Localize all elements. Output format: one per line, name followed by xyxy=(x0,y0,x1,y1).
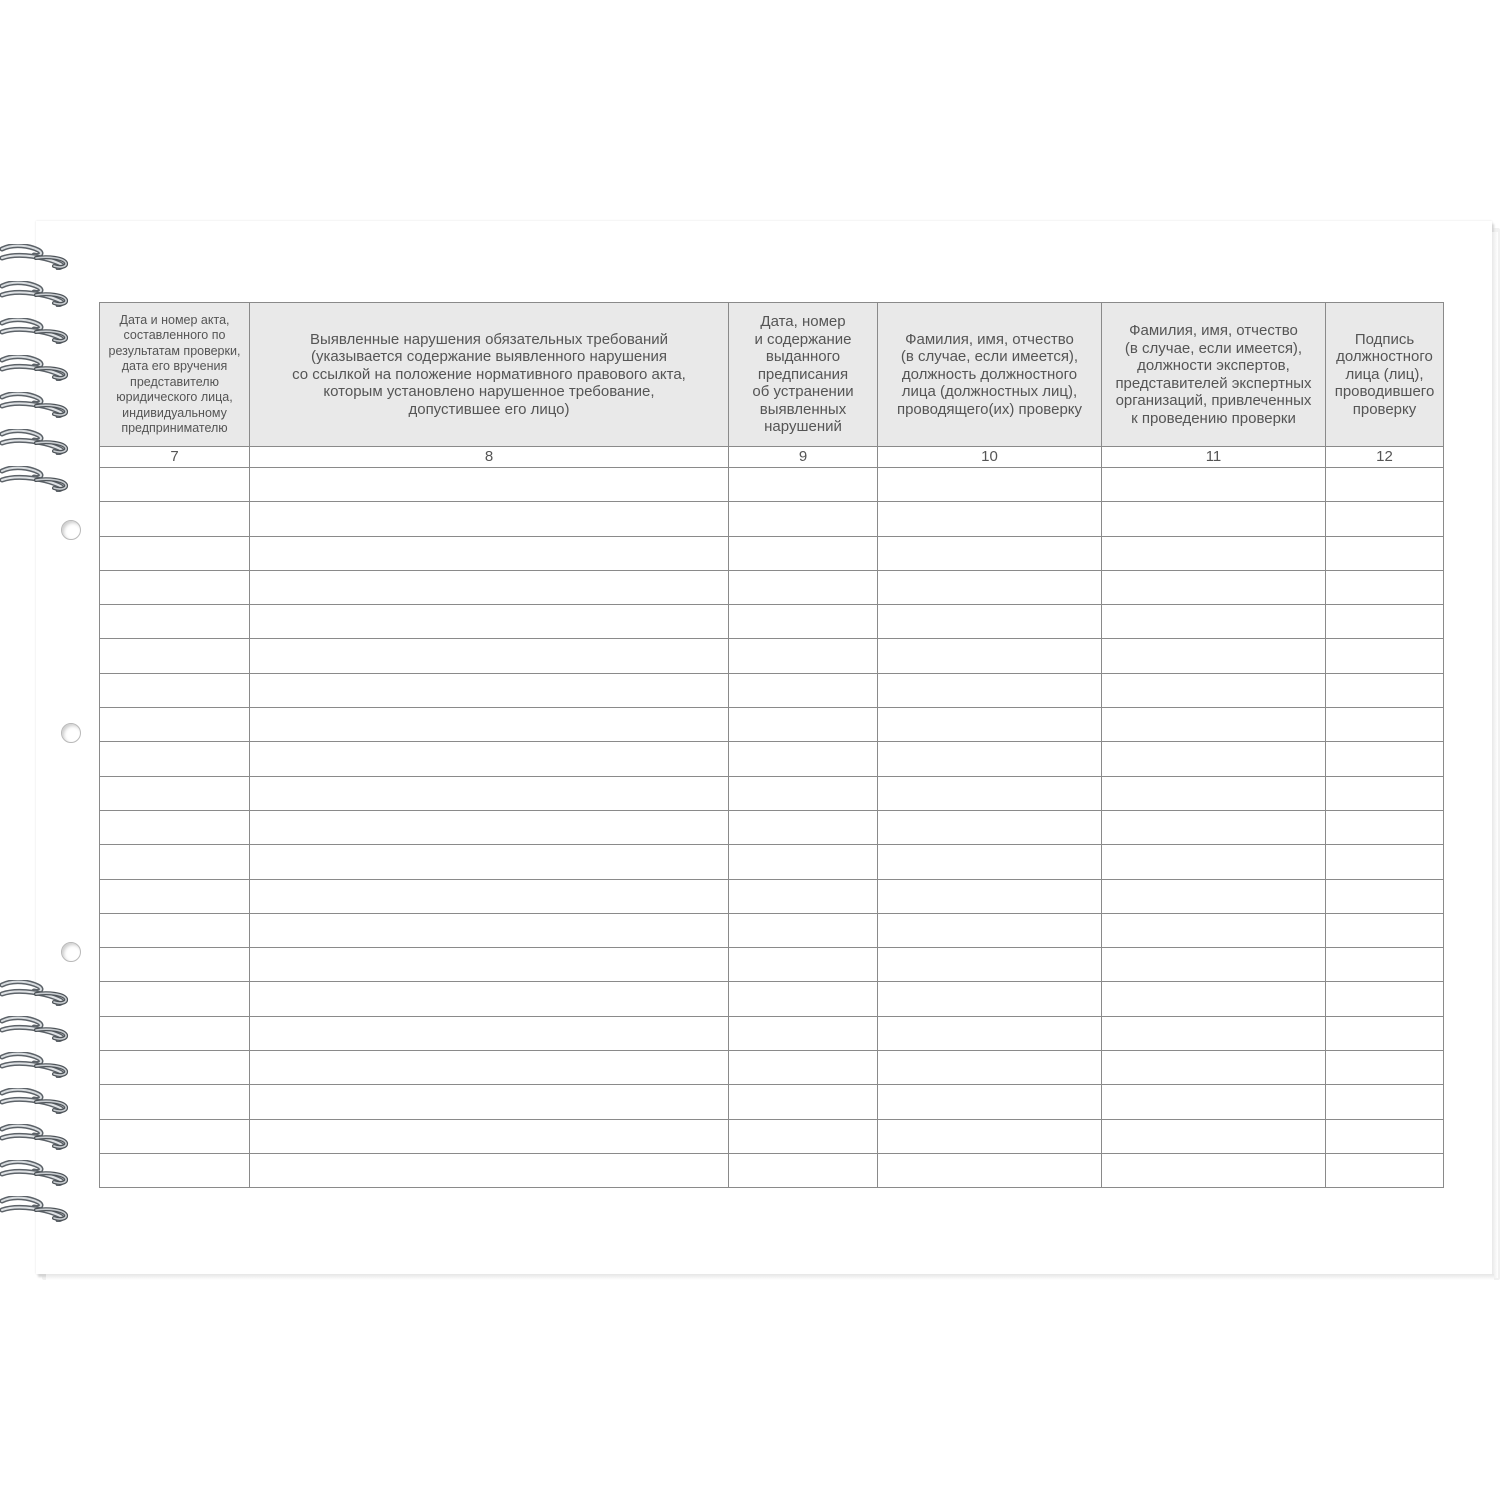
table-body xyxy=(100,468,1444,1188)
table-cell[interactable] xyxy=(1326,502,1444,536)
spiral-coil-icon xyxy=(0,980,72,1006)
table-cell[interactable] xyxy=(100,536,250,570)
table-row xyxy=(100,1153,1444,1187)
column-number: 7 xyxy=(100,447,250,468)
table-cell[interactable] xyxy=(729,605,878,639)
table-cell[interactable] xyxy=(1102,845,1326,879)
table-cell[interactable] xyxy=(878,982,1102,1016)
spiral-coil-icon xyxy=(0,1124,72,1150)
table-cell[interactable] xyxy=(729,536,878,570)
table-cell[interactable] xyxy=(729,468,878,502)
table-cell[interactable] xyxy=(729,1016,878,1050)
column-number: 11 xyxy=(1102,447,1326,468)
binding-hole-icon xyxy=(61,942,81,962)
table-cell[interactable] xyxy=(878,810,1102,844)
table-cell[interactable] xyxy=(100,913,250,947)
table-cell[interactable] xyxy=(250,1119,729,1153)
table-cell[interactable] xyxy=(100,1016,250,1050)
table-cell[interactable] xyxy=(878,948,1102,982)
table-cell[interactable] xyxy=(878,913,1102,947)
table-cell[interactable] xyxy=(250,1085,729,1119)
table-cell[interactable] xyxy=(1102,502,1326,536)
header-row xyxy=(100,303,1444,447)
table-cell[interactable] xyxy=(729,1153,878,1187)
table-cell[interactable] xyxy=(250,948,729,982)
table-row xyxy=(100,776,1444,810)
table-row xyxy=(100,845,1444,879)
table-cell[interactable] xyxy=(878,1119,1102,1153)
table-cell[interactable] xyxy=(100,776,250,810)
table-cell[interactable] xyxy=(878,879,1102,913)
table-cell[interactable] xyxy=(1326,948,1444,982)
table-row xyxy=(100,742,1444,776)
table-cell[interactable] xyxy=(1326,605,1444,639)
table-cell[interactable] xyxy=(100,742,250,776)
table-cell[interactable] xyxy=(1102,1153,1326,1187)
table-cell[interactable] xyxy=(100,948,250,982)
header-inspector-name: Фамилия, имя, отчество (в случае, если имеется), должность должностного лица (должностных лиц), проводящего(их) проверку xyxy=(878,303,1102,447)
table-cell[interactable] xyxy=(729,708,878,742)
table-cell[interactable] xyxy=(729,742,878,776)
spiral-coil-icon xyxy=(0,429,72,455)
table-cell[interactable] xyxy=(100,982,250,1016)
table-cell[interactable] xyxy=(1102,879,1326,913)
table-cell[interactable] xyxy=(1102,1051,1326,1085)
table-cell[interactable] xyxy=(878,776,1102,810)
table-cell[interactable] xyxy=(1102,570,1326,604)
table-cell[interactable] xyxy=(878,570,1102,604)
table-cell[interactable] xyxy=(1326,468,1444,502)
inspection-log-table xyxy=(99,302,1444,1188)
spiral-coil-icon xyxy=(0,1196,72,1222)
table-cell[interactable] xyxy=(1102,1016,1326,1050)
header-experts-name: Фамилия, имя, отчество (в случае, если имеется), должности экспертов, представителей экспертных организаций, привлеченных к проведению проверки xyxy=(1102,303,1326,447)
table-cell[interactable] xyxy=(100,570,250,604)
table-cell[interactable] xyxy=(250,536,729,570)
table-row xyxy=(100,1016,1444,1050)
column-number: 9 xyxy=(729,447,878,468)
header-signature: Подпись должностного лица (лиц), проводившего проверку xyxy=(1326,303,1444,447)
spiral-coil-icon xyxy=(0,1016,72,1042)
table-cell[interactable] xyxy=(729,810,878,844)
table-cell[interactable] xyxy=(250,1051,729,1085)
spiral-coil-icon xyxy=(0,1088,72,1114)
table-cell[interactable] xyxy=(878,1016,1102,1050)
table-cell[interactable] xyxy=(878,639,1102,673)
table-cell[interactable] xyxy=(878,708,1102,742)
table-cell[interactable] xyxy=(1326,673,1444,707)
table-cell[interactable] xyxy=(1326,708,1444,742)
table-cell[interactable] xyxy=(1102,1085,1326,1119)
table-row xyxy=(100,879,1444,913)
table-cell[interactable] xyxy=(729,570,878,604)
sheet-edge-right xyxy=(1492,232,1498,1278)
spiral-coil-icon xyxy=(0,1160,72,1186)
table-cell[interactable] xyxy=(100,468,250,502)
table-cell[interactable] xyxy=(1326,1085,1444,1119)
table-cell[interactable] xyxy=(1102,913,1326,947)
table-cell[interactable] xyxy=(1326,810,1444,844)
table-cell[interactable] xyxy=(1102,536,1326,570)
table-cell[interactable] xyxy=(250,776,729,810)
table-cell[interactable] xyxy=(100,1153,250,1187)
table-cell[interactable] xyxy=(250,845,729,879)
table-cell[interactable] xyxy=(250,879,729,913)
table-cell[interactable] xyxy=(1102,1119,1326,1153)
spiral-coil-icon xyxy=(0,392,72,418)
spiral-coil-icon xyxy=(0,1052,72,1078)
header-violations: Выявленные нарушения обязательных требований (указывается содержание выявленного нарушения со ссылкой на положение нормативного правового акта, которым установлено нарушенное требование, допустившее его лицо) xyxy=(250,303,729,447)
table-cell[interactable] xyxy=(878,1153,1102,1187)
column-number: 12 xyxy=(1326,447,1444,468)
binding-hole-icon xyxy=(61,723,81,743)
table-cell[interactable] xyxy=(1102,742,1326,776)
table-row xyxy=(100,948,1444,982)
table-cell[interactable] xyxy=(250,810,729,844)
table-cell[interactable] xyxy=(1102,982,1326,1016)
table-cell[interactable] xyxy=(878,1051,1102,1085)
table-cell[interactable] xyxy=(729,948,878,982)
table-cell[interactable] xyxy=(729,502,878,536)
spiral-coil-icon xyxy=(0,355,72,381)
table-cell[interactable] xyxy=(250,1153,729,1187)
table-cell[interactable] xyxy=(729,982,878,1016)
table-cell[interactable] xyxy=(250,468,729,502)
table-cell[interactable] xyxy=(250,570,729,604)
table-cell[interactable] xyxy=(878,605,1102,639)
table-cell[interactable] xyxy=(729,1119,878,1153)
table-cell[interactable] xyxy=(878,673,1102,707)
table-cell[interactable] xyxy=(100,502,250,536)
table-cell[interactable] xyxy=(729,845,878,879)
table-row xyxy=(100,468,1444,502)
table-cell[interactable] xyxy=(878,845,1102,879)
table-row xyxy=(100,1051,1444,1085)
table-cell[interactable] xyxy=(1102,708,1326,742)
table-cell[interactable] xyxy=(729,1085,878,1119)
table-cell[interactable] xyxy=(1326,913,1444,947)
table-cell[interactable] xyxy=(1326,845,1444,879)
table-cell[interactable] xyxy=(1326,982,1444,1016)
table-cell[interactable] xyxy=(100,639,250,673)
header-order-date-number: Дата, номер и содержание выданного предписания об устранении выявленных нарушений xyxy=(729,303,878,447)
table-row xyxy=(100,502,1444,536)
table-cell[interactable] xyxy=(250,742,729,776)
table-cell[interactable] xyxy=(100,1051,250,1085)
spiral-coil-icon xyxy=(0,466,72,492)
binding-hole-icon xyxy=(61,520,81,540)
table-cell[interactable] xyxy=(729,639,878,673)
table-cell[interactable] xyxy=(100,673,250,707)
table-cell[interactable] xyxy=(729,673,878,707)
table-cell[interactable] xyxy=(1102,776,1326,810)
table-cell[interactable] xyxy=(1102,639,1326,673)
table-cell[interactable] xyxy=(729,913,878,947)
table-row xyxy=(100,913,1444,947)
table-cell[interactable] xyxy=(100,708,250,742)
table-cell[interactable] xyxy=(250,673,729,707)
table-cell[interactable] xyxy=(1326,879,1444,913)
table-cell[interactable] xyxy=(1102,948,1326,982)
table-row xyxy=(100,536,1444,570)
spiral-coil-icon xyxy=(0,318,72,344)
table-cell[interactable] xyxy=(250,708,729,742)
table-cell[interactable] xyxy=(878,536,1102,570)
table-cell[interactable] xyxy=(1326,1153,1444,1187)
table-cell[interactable] xyxy=(729,1051,878,1085)
table-cell[interactable] xyxy=(729,776,878,810)
table-cell[interactable] xyxy=(1326,536,1444,570)
table-cell[interactable] xyxy=(878,502,1102,536)
table-row xyxy=(100,708,1444,742)
sheet-edge-bottom xyxy=(46,1274,1494,1280)
table-cell[interactable] xyxy=(100,810,250,844)
table-row xyxy=(100,639,1444,673)
table-cell[interactable] xyxy=(1326,742,1444,776)
table-cell[interactable] xyxy=(1326,1119,1444,1153)
table-cell[interactable] xyxy=(100,879,250,913)
table-cell[interactable] xyxy=(1326,570,1444,604)
table-cell[interactable] xyxy=(250,605,729,639)
table-cell[interactable] xyxy=(729,879,878,913)
table-cell[interactable] xyxy=(250,639,729,673)
table-cell[interactable] xyxy=(1326,639,1444,673)
table-row xyxy=(100,605,1444,639)
table-cell[interactable] xyxy=(100,1085,250,1119)
table-cell[interactable] xyxy=(250,982,729,1016)
table-cell[interactable] xyxy=(878,742,1102,776)
table-cell[interactable] xyxy=(1326,776,1444,810)
table-cell[interactable] xyxy=(100,845,250,879)
table-cell[interactable] xyxy=(1102,810,1326,844)
table-row xyxy=(100,1119,1444,1153)
table-cell[interactable] xyxy=(878,1085,1102,1119)
table-cell[interactable] xyxy=(250,502,729,536)
spiral-coil-icon xyxy=(0,281,72,307)
table-row xyxy=(100,1085,1444,1119)
table-cell[interactable] xyxy=(1102,605,1326,639)
table-cell[interactable] xyxy=(250,913,729,947)
table-cell[interactable] xyxy=(1326,1016,1444,1050)
column-number: 10 xyxy=(878,447,1102,468)
table-row xyxy=(100,982,1444,1016)
table-cell[interactable] xyxy=(1102,673,1326,707)
table-row xyxy=(100,570,1444,604)
table-cell[interactable] xyxy=(878,468,1102,502)
column-number-row xyxy=(100,447,1444,468)
table-cell[interactable] xyxy=(1102,468,1326,502)
table-cell[interactable] xyxy=(250,1016,729,1050)
table-row xyxy=(100,810,1444,844)
table-row xyxy=(100,673,1444,707)
table-cell[interactable] xyxy=(1326,1051,1444,1085)
header-act-date-number: Дата и номер акта, составленного по результатам проверки, дата его вручения представителю юридического лица, индивидуальному предпринимателю xyxy=(100,303,250,447)
spiral-coil-icon xyxy=(0,244,72,270)
table-cell[interactable] xyxy=(100,1119,250,1153)
column-number: 8 xyxy=(250,447,729,468)
table-cell[interactable] xyxy=(100,605,250,639)
